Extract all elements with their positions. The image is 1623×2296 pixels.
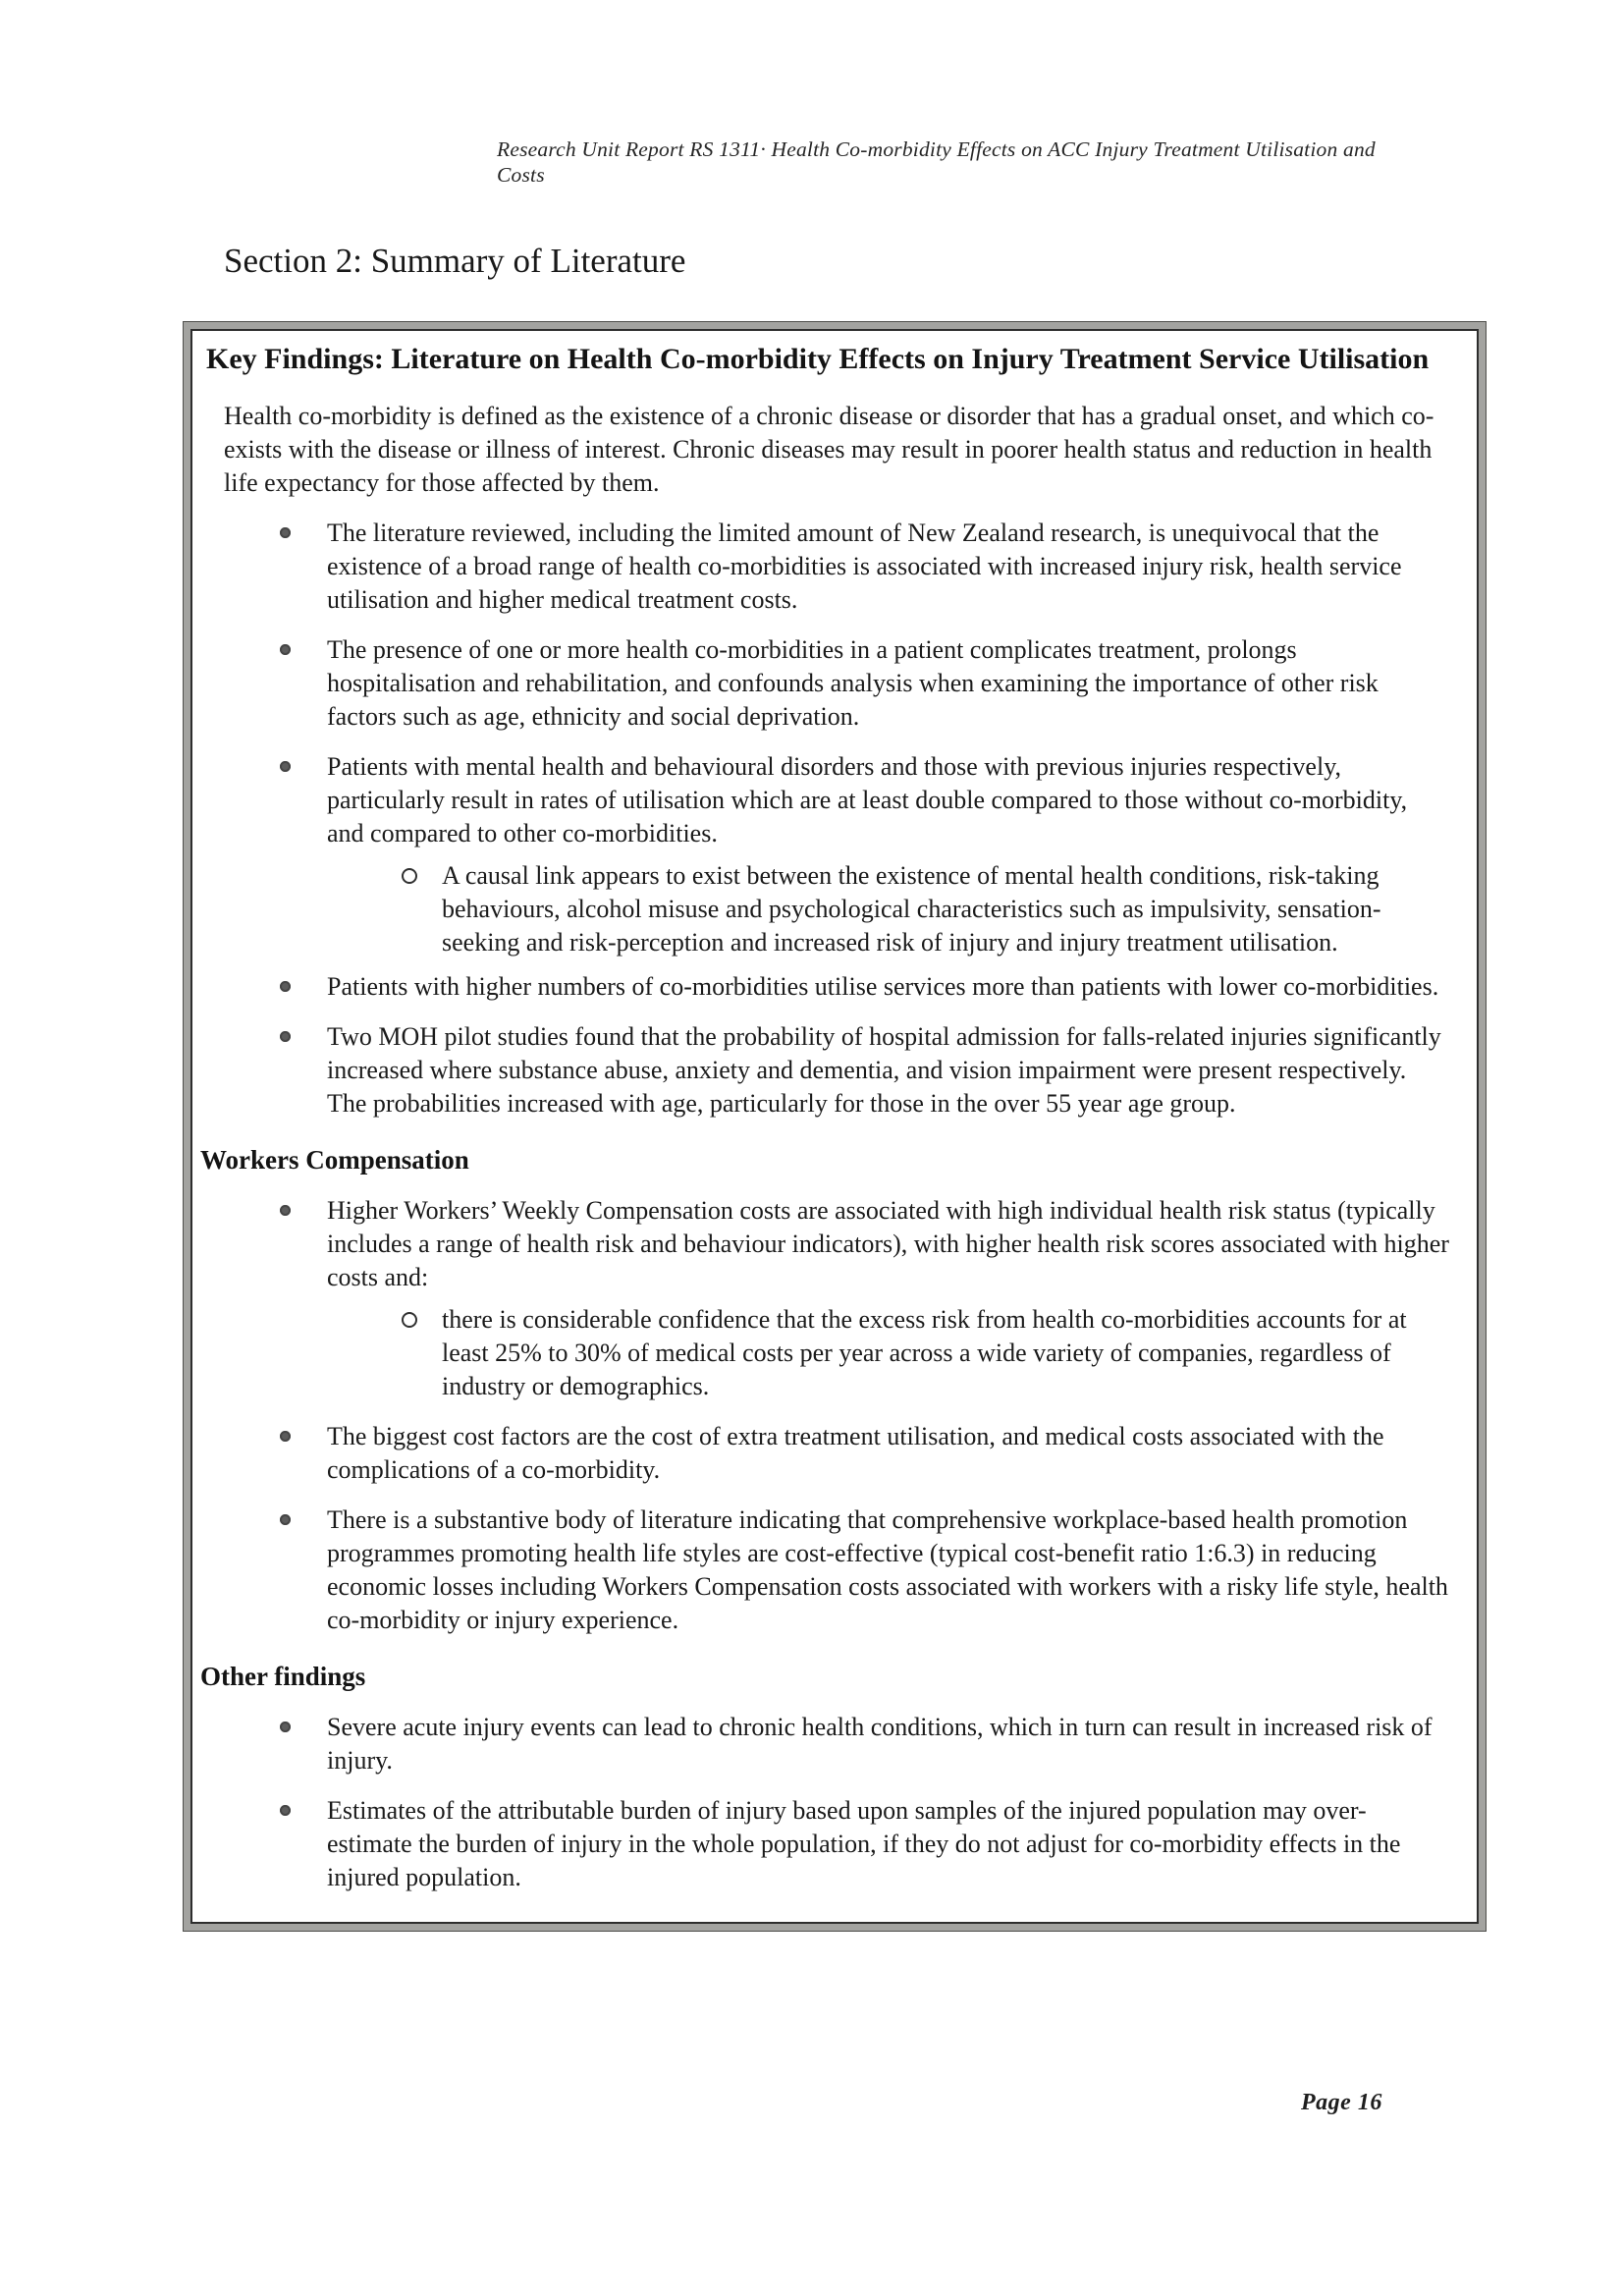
workers-compensation-heading: Workers Compensation xyxy=(200,1145,469,1175)
bullet-text: The literature reviewed, including the limited amount of New Zealand research, is unequivocal that the existence of a broad range of health co-morbidities is associated with increased injury risk, health service utilisation and higher medical treatment costs. xyxy=(327,519,1402,614)
bullet-icon xyxy=(280,1711,327,1777)
bullet-item xyxy=(200,1020,1463,1121)
bullet-icon xyxy=(280,1194,327,1294)
bullet-icon xyxy=(280,1794,327,1894)
sub-bullet-item xyxy=(200,1303,1463,1403)
section-title: Section 2: Summary of Literature xyxy=(224,242,686,280)
bullet-icon xyxy=(280,517,327,617)
bullet-text: Patients with mental health and behavioural disorders and those with previous injuries respectively, particularly result in rates of utilisation which are at least double compared to those without co-morbidity, and compared to other co-morbidities. xyxy=(327,752,1408,847)
bullet-item xyxy=(200,517,1463,617)
bullet-text: The presence of one or more health co-morbidities in a patient complicates treatment, prolongs hospitalisation and rehabilitation, and confounds analysis when examining the importance of other risk factors such as age, ethnicity and social deprivation. xyxy=(327,635,1379,731)
bullet-text: Higher Workers’ Weekly Compensation costs are associated with high individual health risk status (typically includes a range of health risk and behaviour indicators), with higher health risk scores associated with higher costs and: xyxy=(327,1196,1449,1291)
bullet-icon xyxy=(280,970,327,1004)
key-findings-box xyxy=(183,321,1487,1932)
bullet-icon xyxy=(280,1503,327,1637)
intro-paragraph: Health co-morbidity is defined as the existence of a chronic disease or disorder that has a gradual onset, and which co-exists with the disease or illness of interest. Chronic diseases may result in poorer health status and reduction in health life expectancy for those affected by them. xyxy=(224,402,1434,497)
sub-bullet-text: there is considerable confidence that the excess risk from health co-morbidities accounts for at least 25% to 30% of medical costs per year across a wide variety of companies, regardless of industry or demographics. xyxy=(442,1305,1407,1400)
bullet-text: Two MOH pilot studies found that the probability of hospital admission for falls-related injuries significantly increased where substance abuse, anxiety and dementia, and vision impairment were present respectively. The probabilities increased with age, particularly for those in the over 55 year age group. xyxy=(327,1022,1441,1118)
bullet-text: Patients with higher numbers of co-morbidities utilise services more than patients with lower co-morbidities. xyxy=(327,972,1439,1001)
bullet-text: Severe acute injury events can lead to chronic health conditions, which in turn can result in increased risk of injury. xyxy=(327,1713,1433,1775)
open-circle-icon xyxy=(402,859,442,959)
sub-bullet-item xyxy=(200,859,1463,959)
running-header: Research Unit Report RS 1311· Health Co-morbidity Effects on ACC Injury Treatment Utilisation and Costs xyxy=(497,137,1376,187)
key-findings-title: Key Findings: Literature on Health Co-morbidity Effects on Injury Treatment Service Utilisation xyxy=(206,343,1430,375)
bullet-icon xyxy=(280,750,327,850)
page-number: Page 16 xyxy=(1301,2090,1382,2115)
bullet-item xyxy=(200,1711,1463,1777)
bullet-item xyxy=(200,1420,1463,1487)
bullet-item xyxy=(200,1794,1463,1894)
bullet-item xyxy=(200,750,1463,850)
bullet-item xyxy=(200,1503,1463,1637)
bullet-item xyxy=(200,970,1463,1004)
open-circle-icon xyxy=(402,1303,442,1403)
bullet-text: There is a substantive body of literature indicating that comprehensive workplace-based health promotion programmes promoting health life styles are cost-effective (typical cost-benefit ratio 1:6.3) in reducing economic losses including Workers Compensation costs associated with workers with a risky life style, health co-morbidity or injury experience. xyxy=(327,1505,1448,1634)
bullet-icon xyxy=(280,633,327,734)
key-findings-box-inner xyxy=(190,329,1479,1924)
bullet-icon xyxy=(280,1420,327,1487)
other-findings-heading: Other findings xyxy=(200,1662,366,1691)
bullet-text: Estimates of the attributable burden of injury based upon samples of the injured population may over-estimate the burden of injury in the whole population, if they do not adjust for co-morbidity effects in the injured population. xyxy=(327,1796,1401,1891)
bullet-item xyxy=(200,1194,1463,1294)
bullet-item xyxy=(200,633,1463,734)
bullet-text: The biggest cost factors are the cost of extra treatment utilisation, and medical costs associated with the complications of a co-morbidity. xyxy=(327,1422,1384,1484)
bullet-icon xyxy=(280,1020,327,1121)
sub-bullet-text: A causal link appears to exist between the existence of mental health conditions, risk-taking behaviours, alcohol misuse and psychological characteristics such as impulsivity, sensation-seeking and risk-perception and increased risk of injury and injury treatment utilisation. xyxy=(442,861,1381,957)
